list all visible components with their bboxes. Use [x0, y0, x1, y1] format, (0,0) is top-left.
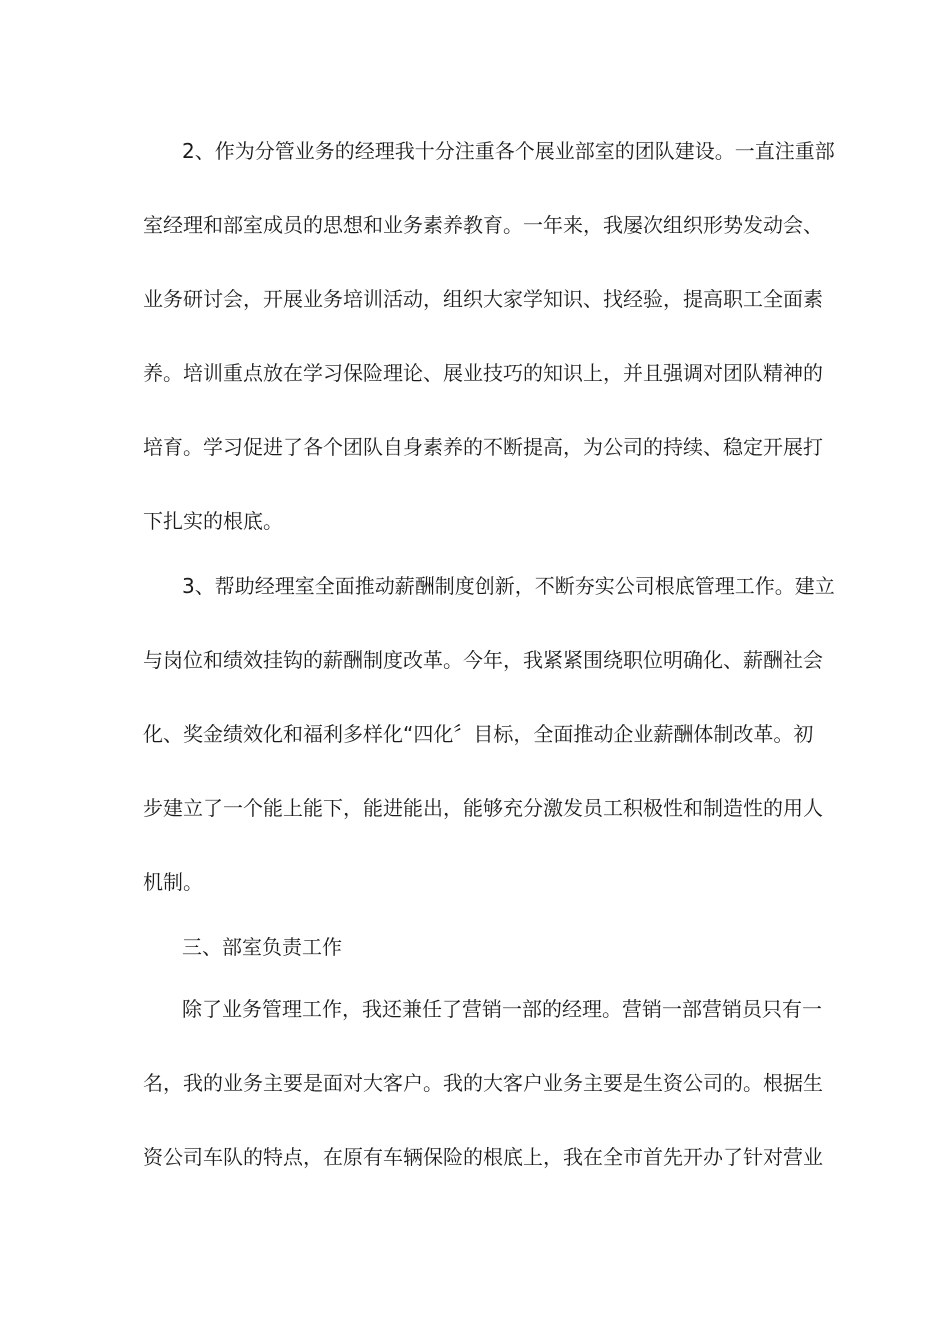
paragraph-3-line-3: 化、奖金绩效化和福利多样化“四化〞目标，全面推动企业薪酬体制改革。初	[143, 722, 814, 746]
paragraph-3-line-1: 3、帮助经理室全面推动薪酬制度创新，不断夯实公司根底管理工作。建立	[182, 574, 835, 598]
paragraph-2-line-6: 下扎实的根底。	[143, 509, 283, 533]
section-heading: 三、部室负责工作	[182, 935, 342, 959]
paragraph-4-line-1: 除了业务管理工作，我还兼任了营销一部的经理。营销一部营销员只有一	[182, 997, 822, 1021]
paragraph-4-line-2: 名，我的业务主要是面对大客户。我的大客户业务主要是生资公司的。根据生	[143, 1071, 823, 1095]
paragraph-2-line-3: 业务研讨会，开展业务培训活动，组织大家学知识、找经验，提高职工全面素	[143, 287, 823, 311]
paragraph-2-line-1: 2、作为分管业务的经理我十分注重各个展业部室的团队建设。一直注重部	[182, 139, 835, 163]
paragraph-3-line-5: 机制。	[143, 870, 203, 894]
paragraph-3-line-2: 与岗位和绩效挂钩的薪酬制度改革。今年，我紧紧围绕职位明确化、薪酬社会	[143, 648, 823, 672]
paragraph-3-line-4: 步建立了一个能上能下，能进能出，能够充分激发员工积极性和制造性的用人	[143, 796, 823, 820]
paragraph-2-line-4: 养。培训重点放在学习保险理论、展业技巧的知识上，并且强调对团队精神的	[143, 361, 823, 385]
paragraph-2-line-2: 室经理和部室成员的思想和业务素养教育。一年来，我屡次组织形势发动会、	[143, 213, 823, 237]
paragraph-2-line-5: 培育。学习促进了各个团队自身素养的不断提高，为公司的持续、稳定开展打	[143, 435, 823, 459]
paragraph-4-line-3: 资公司车队的特点，在原有车辆保险的根底上，我在全市首先开办了针对营业	[143, 1145, 823, 1169]
